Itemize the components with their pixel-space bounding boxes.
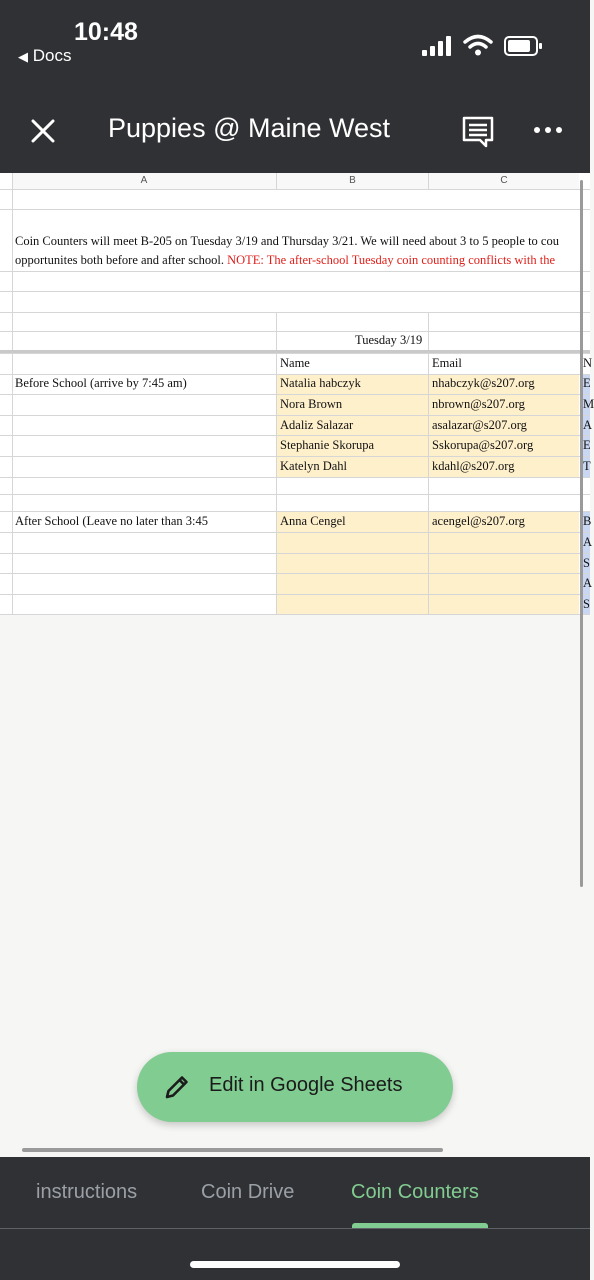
name-header[interactable]: Name xyxy=(280,356,310,370)
email-header[interactable]: Email xyxy=(432,356,462,370)
column-header-b[interactable]: B xyxy=(277,173,428,189)
email-cell[interactable]: asalazar@s207.org xyxy=(432,418,527,432)
email-cell[interactable]: nbrown@s207.org xyxy=(432,397,525,411)
home-indicator[interactable] xyxy=(190,1261,400,1268)
close-icon[interactable] xyxy=(24,112,62,150)
back-app-label: Docs xyxy=(32,46,72,65)
column-d-cell[interactable]: E xyxy=(583,376,591,390)
more-options-icon[interactable] xyxy=(534,122,564,142)
column-d-cell[interactable]: T xyxy=(583,459,591,473)
column-d-cell[interactable]: M xyxy=(583,397,594,411)
email-cell[interactable]: Sskorupa@s207.org xyxy=(432,438,534,452)
sheet-tab-bar xyxy=(0,1157,590,1280)
back-triangle-icon: ◀ xyxy=(18,49,28,64)
battery-icon xyxy=(504,36,538,56)
column-d-cell[interactable]: S xyxy=(583,556,590,570)
before-school-label[interactable]: Before School (arrive by 7:45 am) xyxy=(15,376,187,390)
date-header[interactable]: Tuesday 3/19 xyxy=(355,333,423,347)
comment-icon[interactable] xyxy=(460,114,496,150)
spreadsheet-grid[interactable] xyxy=(0,173,594,615)
status-time: 10:48 xyxy=(74,18,138,46)
tab-divider xyxy=(0,1228,590,1229)
vertical-scrollbar[interactable] xyxy=(580,180,583,887)
column-d-cell[interactable]: E xyxy=(583,438,591,452)
after-school-label[interactable]: After School (Leave no later than 3:45 xyxy=(15,514,208,528)
tab-instructions[interactable]: instructions xyxy=(36,1181,138,1203)
note-line-1[interactable]: Coin Counters will meet B-205 on Tuesday 3/19 and Thursday 3/21. We will need about 3 to 5 people to cou xyxy=(15,234,559,248)
pencil-icon xyxy=(163,1073,191,1101)
edit-button-label: Edit in Google Sheets xyxy=(209,1074,403,1096)
email-cell[interactable]: acengel@s207.org xyxy=(432,514,525,528)
name-cell[interactable]: Nora Brown xyxy=(280,397,343,411)
status-icons xyxy=(422,34,542,56)
column-header-c[interactable]: C xyxy=(429,173,579,189)
note-line-2-text: opportunites both before and after school. xyxy=(15,253,228,267)
horizontal-scrollbar[interactable] xyxy=(22,1148,443,1152)
note-line-2-warning: NOTE: The after-school Tuesday coin counting conflicts with the xyxy=(227,253,556,267)
column-d-cell[interactable]: A xyxy=(583,576,593,590)
column-header-a[interactable]: A xyxy=(12,173,276,189)
tab-coin-counters[interactable]: Coin Counters xyxy=(351,1181,479,1203)
email-cell[interactable]: nhabczyk@s207.org xyxy=(432,376,535,390)
column-d-cell[interactable]: A xyxy=(583,418,593,432)
top-app-bar xyxy=(0,0,590,173)
cellular-signal-icon xyxy=(422,36,452,56)
name-cell[interactable]: Adaliz Salazar xyxy=(280,418,354,432)
note-line-2[interactable] xyxy=(15,253,555,268)
name-cell[interactable]: Anna Cengel xyxy=(280,514,346,528)
edit-in-google-sheets-button[interactable] xyxy=(137,1052,453,1122)
name-cell[interactable]: Stephanie Skorupa xyxy=(280,438,375,452)
tab-coin-drive[interactable]: Coin Drive xyxy=(201,1181,295,1203)
wifi-icon xyxy=(463,34,493,56)
column-d-cell[interactable]: B xyxy=(583,514,592,528)
next-column-header[interactable]: N xyxy=(583,356,593,370)
email-cell[interactable]: kdahl@s207.org xyxy=(432,459,515,473)
name-cell[interactable]: Natalia habczyk xyxy=(280,376,361,390)
column-d-cell[interactable]: A xyxy=(583,535,593,549)
document-title: Puppies @ Maine West xyxy=(108,113,391,143)
column-d-cell[interactable]: S xyxy=(583,597,590,611)
name-cell[interactable]: Katelyn Dahl xyxy=(280,459,347,473)
back-to-docs-link[interactable] xyxy=(18,46,71,66)
